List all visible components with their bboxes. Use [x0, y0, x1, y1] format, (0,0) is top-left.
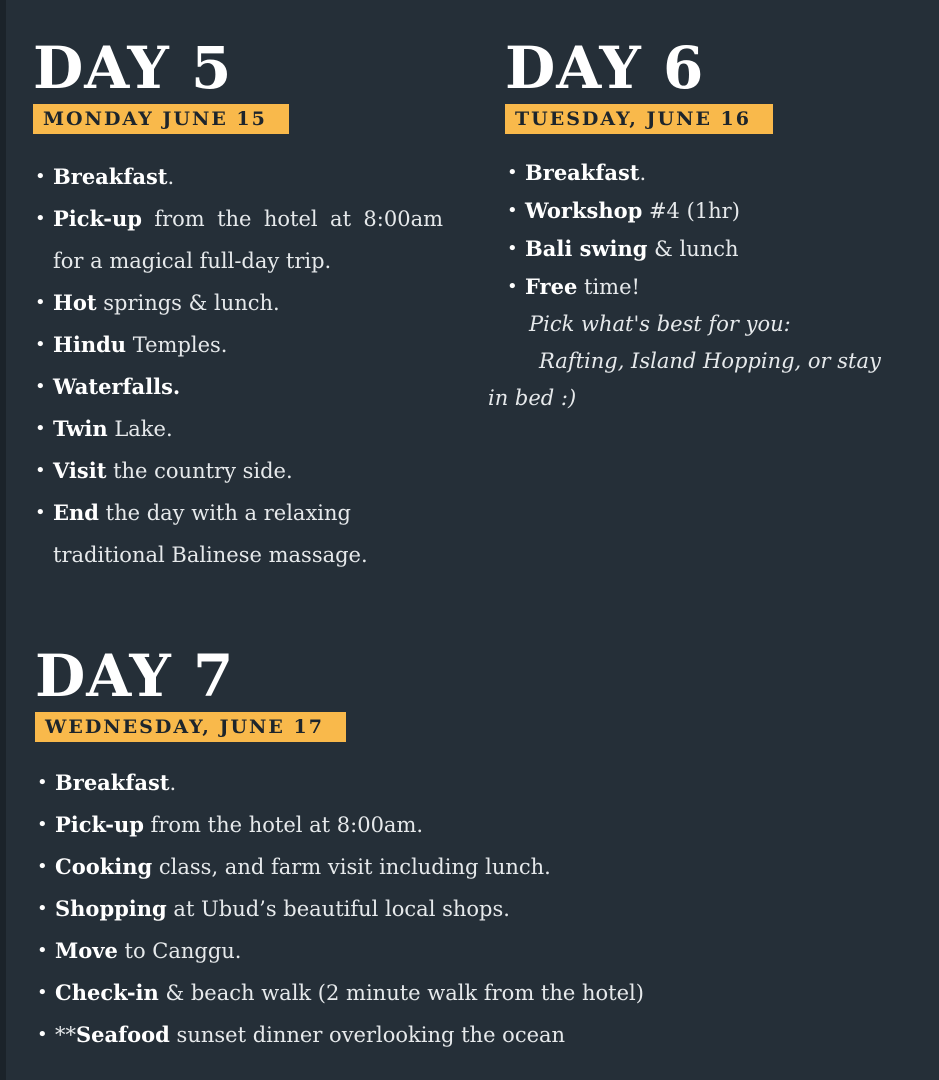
day5-item: • End the day with a relaxing traditional Balinese massage.	[33, 492, 443, 576]
day5-section	[33, 34, 443, 576]
day7-section	[35, 642, 915, 1056]
day7-title: DAY 7	[35, 642, 235, 710]
day6-list	[505, 154, 925, 306]
day6-item: • Bali swing & lunch	[505, 230, 925, 268]
day5-date-banner: MONDAY JUNE 15	[33, 104, 289, 134]
day6-item: • Free time!	[505, 268, 925, 306]
day5-item: • Breakfast.	[33, 156, 443, 198]
day7-item: • Move to Canggu.	[35, 930, 915, 972]
day7-item: • Pick-up from the hotel at 8:00am.	[35, 804, 915, 846]
day5-list	[33, 156, 443, 576]
day5-item: • Twin Lake.	[33, 408, 443, 450]
note-line: Pick what's best for you:	[529, 312, 791, 336]
day5-title: DAY 5	[33, 34, 233, 102]
day6-title: DAY 6	[505, 34, 705, 102]
left-frame-edge	[0, 0, 6, 1080]
day7-item: • Shopping at Ubud’s beautiful local shops.	[35, 888, 915, 930]
day5-item: • Hindu Temples.	[33, 324, 443, 366]
day7-date-banner: WEDNESDAY, JUNE 17	[35, 712, 346, 742]
day7-list	[35, 762, 915, 1056]
day6-item: • Workshop #4 (1hr)	[505, 192, 925, 230]
day5-item: • Visit the country side.	[33, 450, 443, 492]
day5-item: • Waterfalls.	[33, 366, 443, 408]
day6-free-time-note	[488, 306, 933, 417]
day5-item: • Hot springs & lunch.	[33, 282, 443, 324]
day6-item: • Breakfast.	[505, 154, 925, 192]
day7-item: • Cooking class, and farm visit including lunch.	[35, 846, 915, 888]
day6-section	[505, 34, 925, 306]
day5-item: • Pick-up from the hotel at 8:00am for a magical full-day trip.	[33, 198, 443, 282]
note-line: in bed :)	[488, 386, 577, 410]
day7-item: • Breakfast.	[35, 762, 915, 804]
day6-date-banner: TUESDAY, JUNE 16	[505, 104, 773, 134]
day7-item: • **Seafood sunset dinner overlooking the ocean	[35, 1014, 915, 1056]
day7-item: • Check-in & beach walk (2 minute walk from the hotel)	[35, 972, 915, 1014]
note-line: Rafting, Island Hopping, or stay	[539, 349, 881, 373]
